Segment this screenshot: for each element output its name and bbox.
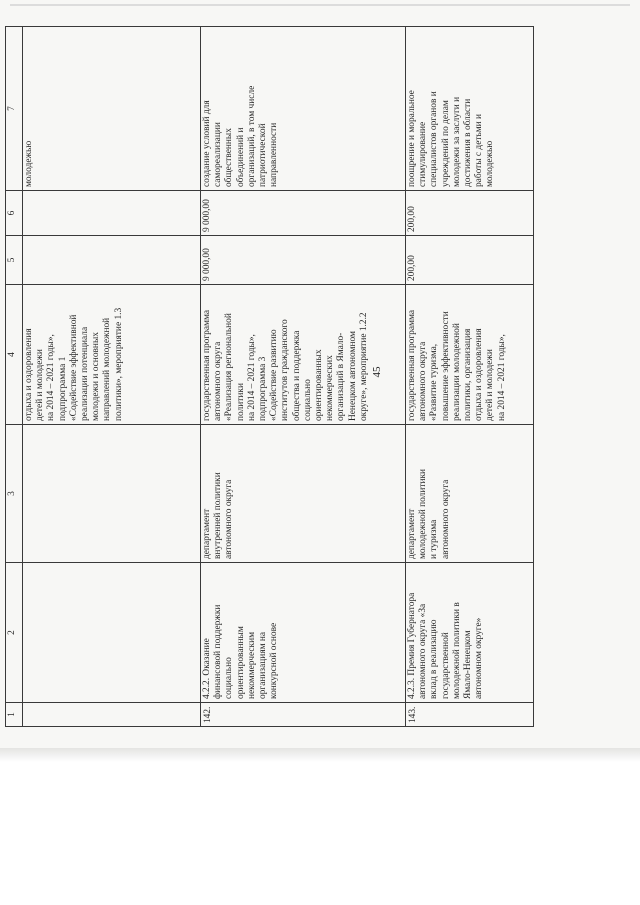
table-row: [201, 27, 406, 727]
funding-year: 200,00: [406, 191, 534, 236]
expected-result: молодежью: [23, 27, 201, 191]
activity-name: 4.2.3. Премия Губернатора автономного округа «За вклад в реализацию государственной молодежной политики в Ямало-Ненецком автономном округе»: [406, 563, 534, 703]
funding-total: 9 000,00: [201, 236, 406, 285]
responsible-executor: департамент внутренней политики автономного округа: [201, 425, 406, 563]
scan-top-edge: [10, 4, 630, 6]
responsible-executor: департамент молодежной политики и туризма автономного округа: [406, 425, 534, 563]
header-col-3: 3: [6, 425, 23, 563]
program-table: [5, 26, 534, 727]
program-reference: государственная программа автономного округа «Реализация региональной политики на 2014 – 2021 годы», подпрограмма 3 «Содействие развитию институтов гражданского общества и поддержка социально ориентированных некоммерческих организаций в Ямало- Ненецком автономном округе», мероприятие 1.2.2: [201, 285, 406, 425]
header-col-5: 5: [6, 236, 23, 285]
header-col-6: 6: [6, 191, 23, 236]
header-row: [6, 27, 23, 727]
page-number: 45: [371, 366, 383, 378]
row-number: 143.: [406, 703, 534, 727]
responsible-executor: [23, 425, 201, 563]
row-number: [23, 703, 201, 727]
activity-name: [23, 563, 201, 703]
program-reference: государственная программа автономного округа «Развитие туризма, повышение эффективности реализации молодежной политики, организация отдыха и оздоровления детей и молодежи на 2014 – 2021 годы»,: [406, 285, 534, 425]
table-row: [406, 27, 534, 727]
rotated-table-container: [5, 27, 530, 727]
activity-name: 4.2.2. Оказание финансовой поддержки социально ориентированным некоммерческим организациям на конкурсной основе: [201, 563, 406, 703]
header-col-7: 7: [6, 27, 23, 191]
header-col-4: 4: [6, 285, 23, 425]
funding-year: [23, 191, 201, 236]
funding-total: [23, 236, 201, 285]
expected-result: создание условий для самореализации общественных объединений и организаций, в том числе патриотической направленности: [201, 27, 406, 191]
program-reference: отдыха и оздоровления детей и молодежи на 2014 – 2021 годы», подпрограмма 1 «Содействие эффективной реализации потенциала молодежи и основных направлений молодежной политики», мероприятие 1.3: [23, 285, 201, 425]
funding-year: 9 000,00: [201, 191, 406, 236]
funding-total: 200,00: [406, 236, 534, 285]
table-row: [23, 27, 201, 727]
header-col-1: 1: [6, 703, 23, 727]
scan-bottom-shadow: [0, 748, 640, 762]
row-number: 142.: [201, 703, 406, 727]
header-col-2: 2: [6, 563, 23, 703]
expected-result: поощрение и моральное стимулирование специалистов органов и учреждений по делам молодежи за заслуги и достижения в области работы с детьми и молодежью: [406, 27, 534, 191]
